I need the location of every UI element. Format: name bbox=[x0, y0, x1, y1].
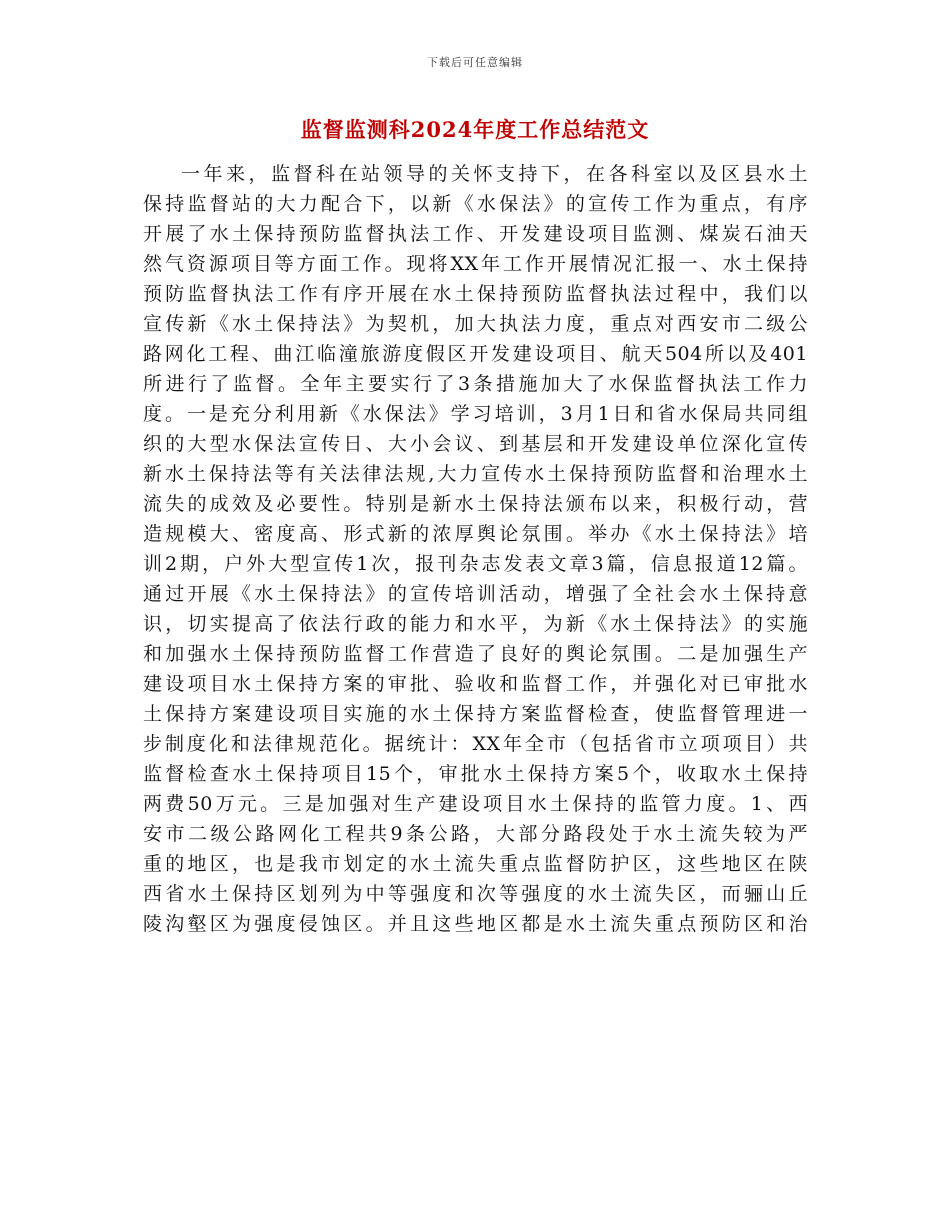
body-line: 建设项目水土保持方案的审批、验收和监督工作，并强化对已审批水 bbox=[143, 673, 808, 695]
body-line: 一年来，监督科在站领导的关怀支持下，在各科室以及区县水土 bbox=[181, 163, 808, 185]
body-line: 路网化工程、曲江临潼旅游度假区开发建设项目、航天504所以及401 bbox=[143, 343, 808, 365]
body-line: 流失的成效及必要性。特别是新水土保持法颁布以来，积极行动，营 bbox=[143, 493, 808, 515]
body-line: 安市二级公路网化工程共9条公路，大部分路段处于水土流失较为严 bbox=[143, 823, 808, 845]
header-note: 下载后可任意编辑 bbox=[427, 56, 523, 69]
body-line: 两费50万元。三是加强对生产建设项目水土保持的监管力度。1、西 bbox=[143, 793, 808, 815]
body-line: 度。一是充分利用新《水保法》学习培训，3月1日和省水保局共同组 bbox=[143, 403, 808, 425]
body-line: 通过开展《水土保持法》的宣传培训活动，增强了全社会水土保持意 bbox=[143, 583, 808, 605]
body-line: 重的地区，也是我市划定的水土流失重点监督防护区，这些地区在陕 bbox=[143, 853, 808, 875]
body-line: 步制度化和法律规范化。据统计：XX年全市（包括省市立项项目）共 bbox=[143, 733, 808, 755]
body-line: 西省水土保持区划列为中等强度和次等强度的水土流失区，而骊山丘 bbox=[143, 883, 808, 905]
body-line: 保持监督站的大力配合下，以新《水保法》的宣传工作为重点，有序 bbox=[143, 193, 808, 215]
body-line: 陵沟壑区为强度侵蚀区。并且这些地区都是水土流失重点预防区和治 bbox=[143, 913, 808, 935]
body-line: 然气资源项目等方面工作。现将XX年工作开展情况汇报一、水土保持 bbox=[143, 253, 808, 275]
body-line: 识，切实提高了依法行政的能力和水平，为新《水土保持法》的实施 bbox=[143, 613, 808, 635]
body-line: 预防监督执法工作有序开展在水土保持预防监督执法过程中，我们以 bbox=[143, 283, 808, 305]
body-line: 宣传新《水土保持法》为契机，加大执法力度，重点对西安市二级公 bbox=[143, 313, 808, 335]
body-line: 监督检查水土保持项目15个，审批水土保持方案5个，收取水土保持 bbox=[143, 763, 808, 785]
body-line: 土保持方案建设项目实施的水土保持方案监督检查，使监督管理进一 bbox=[143, 703, 808, 725]
document-title: 监督监测科2024年度工作总结范文 bbox=[300, 117, 650, 142]
body-line: 织的大型水保法宣传日、大小会议、到基层和开发建设单位深化宣传 bbox=[143, 433, 808, 455]
document-body bbox=[143, 159, 808, 939]
body-line: 造规模大、密度高、形式新的浓厚舆论氛围。举办《水土保持法》培 bbox=[143, 523, 808, 545]
body-line: 所进行了监督。全年主要实行了3条措施加大了水保监督执法工作力 bbox=[143, 373, 808, 395]
body-line: 开展了水土保持预防监督执法工作、开发建设项目监测、煤炭石油天 bbox=[143, 223, 808, 245]
body-line: 新水土保持法等有关法律法规,大力宣传水土保持预防监督和治理水土 bbox=[143, 463, 808, 485]
body-line: 和加强水土保持预防监督工作营造了良好的舆论氛围。二是加强生产 bbox=[143, 643, 808, 665]
body-line: 训2期，户外大型宣传1次，报刊杂志发表文章3篇，信息报道12篇。 bbox=[143, 553, 808, 575]
